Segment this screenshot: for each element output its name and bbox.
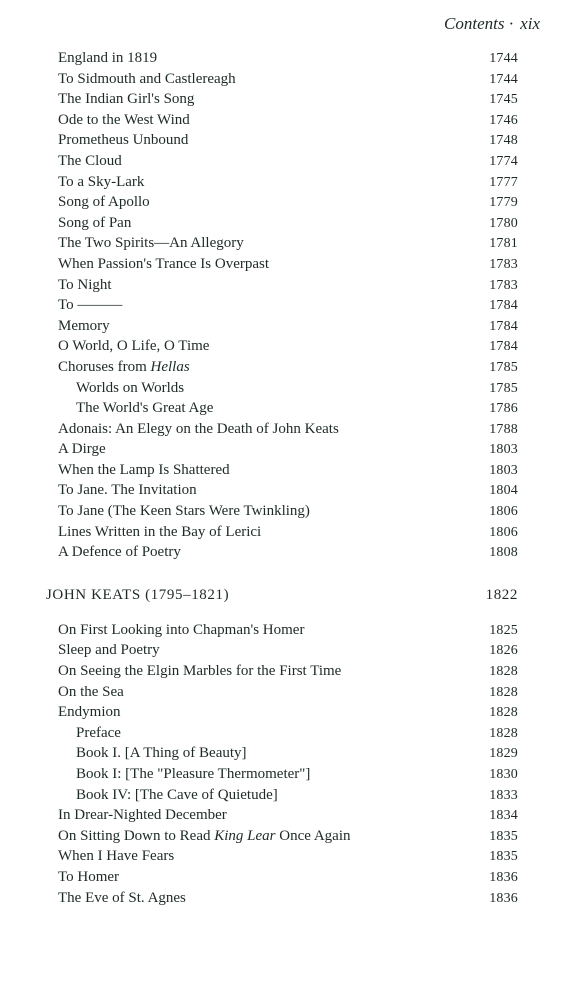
entry-page-number: 1828: [489, 664, 518, 680]
entry-title: The Two Spirits—An Allegory: [58, 235, 244, 252]
toc-entry: [58, 398, 518, 419]
toc-entry: [58, 764, 518, 785]
entry-title: To Sidmouth and Castlereagh: [58, 70, 236, 87]
entry-title: Book I: [The "Pleasure Thermometer"]: [76, 766, 311, 782]
entry-title: O World, O Life, O Time: [58, 338, 210, 355]
entry-page-number: 1830: [489, 767, 518, 782]
entry-page-number: 1779: [489, 195, 518, 211]
entry-page-number: 1828: [489, 684, 518, 700]
toc-entry: [58, 295, 518, 316]
shelley-entries-list: [58, 48, 518, 563]
entry-title: A Defence of Poetry: [58, 544, 181, 561]
entry-title: Lines Written in the Bay of Lerici: [58, 523, 262, 540]
entry-page-number: 1835: [489, 828, 518, 844]
toc-entry: [58, 805, 518, 826]
entry-title: Adonais: An Elegy on the Death of John Keats: [58, 420, 339, 437]
entry-title: When Passion's Trance Is Overpast: [58, 255, 270, 272]
entry-title: The Indian Girl's Song: [58, 91, 195, 108]
toc-entry: [58, 888, 518, 909]
entry-title: When I Have Fears: [58, 848, 175, 865]
toc-entry: [58, 501, 518, 522]
entry-title: Book IV: [The Cave of Quietude]: [76, 786, 278, 803]
entry-title: Memory: [58, 317, 110, 334]
toc-entry: [58, 213, 518, 234]
entry-page-number: 1806: [489, 504, 518, 520]
entry-page-number: 1785: [489, 359, 518, 375]
entry-page-number: 1745: [489, 92, 518, 108]
toc-entry: [58, 275, 518, 296]
running-head-folio: xix: [520, 14, 540, 33]
entry-title: Sleep and Poetry: [58, 642, 160, 659]
entry-page-number: 1781: [489, 236, 518, 252]
section-spacer: [58, 563, 518, 584]
entry-title: Endymion: [58, 704, 121, 721]
entry-page-number: 1828: [489, 705, 518, 721]
entry-page-number: 1804: [489, 483, 518, 499]
entry-title: On Seeing the Elgin Marbles for the First Time: [58, 663, 342, 680]
toc-entry: [58, 661, 518, 682]
entry-page-number: 1828: [489, 725, 518, 741]
toc-entry: [58, 522, 518, 543]
entry-title: To Homer: [58, 868, 120, 885]
entry-page-number: 1808: [489, 545, 518, 561]
entry-title: England in 1819: [58, 50, 158, 66]
entry-title: Song of Pan: [58, 214, 132, 231]
toc-entry: [58, 357, 518, 378]
toc-entry: [58, 172, 518, 193]
entry-title: Song of Apollo: [58, 194, 150, 211]
entry-title: The World's Great Age: [76, 400, 214, 417]
entry-title: Worlds on Worlds: [76, 379, 185, 396]
entry-title: Prometheus Unbound: [58, 132, 189, 149]
entry-page-number: 1774: [489, 153, 518, 169]
keats-section-heading: [46, 584, 518, 606]
entry-title: Choruses from Hellas: [58, 358, 190, 375]
entry-page-number: 1786: [489, 401, 518, 417]
entry-page-number: 1783: [489, 277, 518, 293]
entry-title: When the Lamp Is Shattered: [58, 461, 230, 478]
entry-title: A Dirge: [58, 441, 106, 458]
toc-entry: [58, 378, 518, 399]
section-title: JOHN KEATS (1795–1821): [46, 586, 230, 603]
section-page-number: 1822: [485, 586, 518, 603]
toc-entry: [58, 620, 518, 641]
entry-page-number: 1788: [489, 421, 518, 437]
toc-entry: [58, 89, 518, 110]
toc-entry: [58, 316, 518, 337]
italic-work-title: Hellas: [150, 358, 190, 375]
toc-entry: [58, 419, 518, 440]
entry-page-number: 1826: [489, 643, 518, 659]
toc-entry: [58, 867, 518, 888]
toc-entry: [58, 336, 518, 357]
entry-page-number: 1836: [489, 869, 518, 885]
toc-entry: [58, 110, 518, 131]
toc-entry: [58, 723, 518, 744]
entry-title: Preface: [76, 724, 121, 741]
entry-title: To Night: [58, 276, 112, 293]
entry-title: Book I. [A Thing of Beauty]: [76, 745, 247, 762]
italic-work-title: King Lear: [214, 827, 276, 844]
entry-page-number: 1829: [489, 746, 518, 762]
table-of-contents: [46, 48, 518, 908]
keats-entries-list: [58, 620, 518, 908]
entry-page-number: 1785: [489, 380, 518, 396]
running-head-label: Contents: [444, 14, 505, 33]
section-spacer: [58, 606, 518, 620]
toc-entry: [58, 439, 518, 460]
entry-title: To Jane (The Keen Stars Were Twinkling): [58, 503, 310, 520]
toc-entry: [58, 682, 518, 703]
toc-entry: [58, 785, 518, 806]
entry-page-number: 1783: [489, 256, 518, 272]
entry-title: To ———: [58, 297, 123, 314]
toc-entry: [58, 480, 518, 501]
entry-title: On First Looking into Chapman's Homer: [58, 621, 305, 638]
entry-page-number: 1806: [489, 524, 518, 540]
running-head-separator: ·: [508, 14, 515, 33]
toc-entry: [58, 826, 518, 847]
entry-page-number: 1803: [489, 462, 518, 478]
toc-entry: [58, 233, 518, 254]
toc-entry: [58, 460, 518, 481]
entry-page-number: 1825: [489, 622, 518, 638]
entry-page-number: 1784: [489, 318, 518, 334]
toc-entry: [58, 702, 518, 723]
entry-page-number: 1744: [489, 71, 518, 87]
toc-entry: [58, 254, 518, 275]
entry-title: To a Sky-Lark: [58, 173, 145, 190]
entry-page-number: 1834: [489, 808, 518, 824]
toc-entry: [58, 48, 518, 69]
entry-page-number: 1836: [489, 890, 518, 906]
entry-page-number: 1777: [489, 174, 518, 190]
entry-title: In Drear-Nighted December: [58, 807, 227, 824]
entry-page-number: 1803: [489, 442, 518, 458]
entry-page-number: 1784: [489, 339, 518, 355]
toc-entry: [58, 743, 518, 764]
entry-title: To Jane. The Invitation: [58, 482, 197, 499]
entry-title: Ode to the West Wind: [58, 111, 190, 128]
entry-page-number: 1744: [489, 51, 518, 66]
entry-page-number: 1833: [489, 787, 518, 803]
entry-page-number: 1780: [489, 215, 518, 231]
running-head: [444, 14, 540, 34]
toc-entry: [58, 542, 518, 563]
entry-page-number: 1835: [489, 849, 518, 865]
toc-entry: [58, 130, 518, 151]
toc-entry: [58, 640, 518, 661]
entry-page-number: 1784: [489, 298, 518, 314]
toc-entry: [58, 69, 518, 90]
toc-entry: [58, 151, 518, 172]
entry-title: The Cloud: [58, 152, 122, 169]
entry-title: On the Sea: [58, 683, 124, 700]
entry-page-number: 1746: [489, 112, 518, 128]
toc-entry: [58, 846, 518, 867]
entry-title: On Sitting Down to Read King Lear Once Again: [58, 827, 351, 844]
entry-page-number: 1748: [489, 133, 518, 149]
toc-entry: [58, 192, 518, 213]
entry-title: The Eve of St. Agnes: [58, 889, 186, 906]
